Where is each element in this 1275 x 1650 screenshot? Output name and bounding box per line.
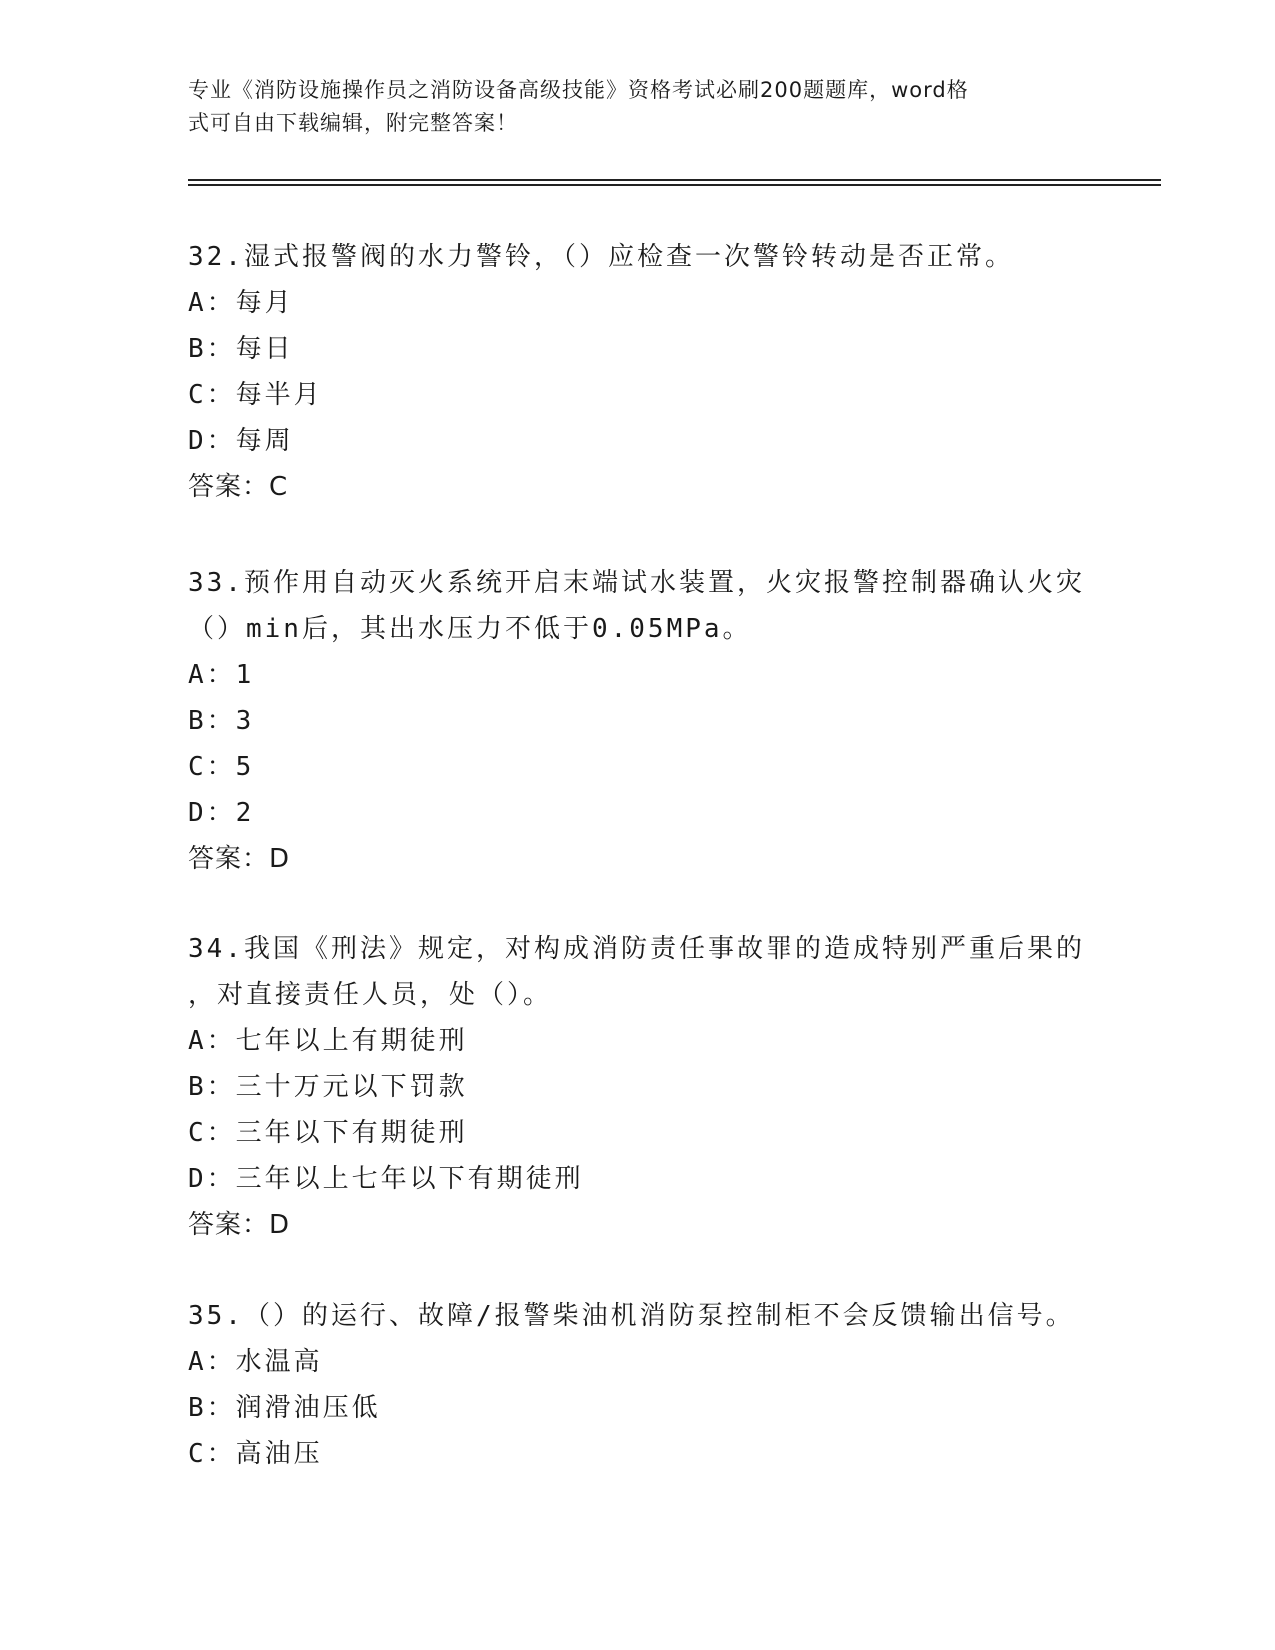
option-c: C：每半月 [188,380,323,410]
option-d: D：2 [188,798,255,828]
question-35 [188,1293,1088,1477]
answer: 答案：D [188,1210,291,1240]
header-line-2: 式可自由下载编辑，附完整答案！ [188,111,518,135]
question-32 [188,234,1088,510]
document-header [188,74,1088,140]
question-33 [188,560,1088,882]
option-a: A：1 [188,660,255,690]
answer: 答案：C [188,472,289,502]
header-divider-bottom [188,184,1161,186]
option-c: C：高油压 [188,1439,323,1469]
option-a: A：水温高 [188,1347,323,1377]
header-line-1: 专业《消防设施操作员之消防设备高级技能》资格考试必刷200题题库，word格 [188,78,969,102]
option-d: D：每周 [188,426,294,456]
option-b: B：3 [188,706,255,736]
header-divider-top [188,179,1161,181]
option-b: B：三十万元以下罚款 [188,1072,468,1102]
question-stem-line-2: ，对直接责任人员，处（）。 [188,980,553,1010]
option-c: C：5 [188,752,255,782]
question-stem-line-2: （）min后，其出水压力不低于0.05MPa。 [188,614,752,644]
option-a: A：每月 [188,288,294,318]
option-b: B：润滑油压低 [188,1393,381,1423]
option-c: C：三年以下有期徒刑 [188,1118,468,1148]
option-d: D：三年以上七年以下有期徒刑 [188,1164,584,1194]
question-34 [188,926,1088,1248]
option-b: B：每日 [188,334,294,364]
question-stem: 32.湿式报警阀的水力警铃，（）应检查一次警铃转动是否正常。 [188,242,1014,272]
question-stem: 35.（）的运行、故障/报警柴油机消防泵控制柜不会反馈输出信号。 [188,1301,1075,1331]
question-stem-line-1: 34.我国《刑法》规定，对构成消防责任事故罪的造成特别严重后果的 [188,934,1085,964]
option-a: A：七年以上有期徒刑 [188,1026,468,1056]
question-stem-line-1: 33.预作用自动灭火系统开启末端试水装置，火灾报警控制器确认火灾 [188,568,1085,598]
answer: 答案：D [188,844,291,874]
